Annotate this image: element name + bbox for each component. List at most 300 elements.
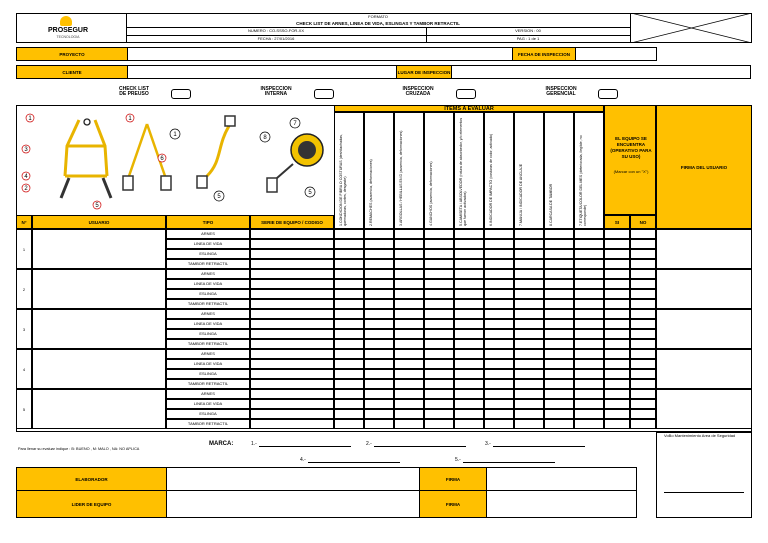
item-eval-cell[interactable] [364,279,394,289]
item-eval-cell[interactable] [454,239,484,249]
item-eval-cell[interactable] [334,269,364,279]
item-eval-cell[interactable] [574,309,604,319]
item-eval-cell[interactable] [424,349,454,359]
tipo-cell: LINEA DE VIDA [166,359,250,369]
item-eval-cell[interactable] [424,229,454,239]
item-eval-cell[interactable] [334,299,364,309]
item-eval-cell[interactable] [364,299,394,309]
item-eval-cell[interactable] [574,369,604,379]
item-eval-cell[interactable] [394,229,424,239]
item-eval-cell[interactable] [394,359,424,369]
item-eval-cell[interactable] [394,349,424,359]
marca-5-line[interactable] [463,462,555,463]
usuario-field[interactable] [32,389,166,429]
item-eval-cell[interactable] [454,339,484,349]
item-eval-cell[interactable] [514,399,544,409]
usuario-field[interactable] [32,269,166,309]
estado-si-cell[interactable] [604,309,630,319]
item-eval-cell[interactable] [394,319,424,329]
item-eval-cell[interactable] [334,319,364,329]
serie-field[interactable] [250,309,334,319]
estado-no-cell[interactable] [630,329,656,339]
item-eval-cell[interactable] [574,289,604,299]
item-eval-cell[interactable] [424,339,454,349]
estado-si-cell[interactable] [604,419,630,429]
check-preuso-box[interactable] [171,89,191,99]
item-eval-cell[interactable] [544,379,574,389]
serie-field[interactable] [250,319,334,329]
item-eval-cell[interactable] [484,249,514,259]
serie-field[interactable] [250,259,334,269]
lider-firma-field[interactable] [486,490,637,518]
estado-si-header: SI [604,215,630,229]
item-eval-cell[interactable] [544,339,574,349]
item-eval-cell[interactable] [424,279,454,289]
item-eval-cell[interactable] [484,369,514,379]
item-eval-cell[interactable] [574,229,604,239]
callout-7: 7 [293,121,297,127]
usuario-field[interactable] [32,229,166,269]
item-eval-cell[interactable] [454,399,484,409]
item-eval-cell[interactable] [514,339,544,349]
estado-si-cell[interactable] [604,259,630,269]
item-eval-cell[interactable] [454,409,484,419]
item-column-label: 4.GANCHOS (ausencia, deformaciones) [429,161,433,226]
tipo-cell: ESLINGA [166,249,250,259]
item-eval-cell[interactable] [454,329,484,339]
proyecto-field[interactable] [127,47,513,61]
item-eval-cell[interactable] [514,229,544,239]
estado-si-cell[interactable] [604,249,630,259]
fecha-inspeccion-label: FECHA DE INSPECCION [512,47,576,61]
firma-usuario-field[interactable] [656,229,752,269]
serie-field[interactable] [250,289,334,299]
elaborador-firma-field[interactable] [486,467,637,491]
estado-si-cell[interactable] [604,339,630,349]
item-eval-cell[interactable] [454,349,484,359]
item-eval-cell[interactable] [364,269,394,279]
item-eval-cell[interactable] [394,409,424,419]
item-eval-cell[interactable] [364,249,394,259]
item-eval-cell[interactable] [394,239,424,249]
item-eval-cell[interactable] [574,249,604,259]
estado-si-cell[interactable] [604,399,630,409]
item-eval-cell[interactable] [454,389,484,399]
item-eval-cell[interactable] [454,309,484,319]
item-eval-cell[interactable] [424,319,454,329]
item-eval-cell[interactable] [334,289,364,299]
item-eval-cell[interactable] [484,299,514,309]
lugar-inspeccion-field[interactable] [451,65,751,79]
serie-field[interactable] [250,239,334,249]
item-eval-cell[interactable] [394,329,424,339]
item-eval-cell[interactable] [514,289,544,299]
item-column-label: 8.CARCASA DE TAMBOR [549,183,553,226]
item-eval-cell[interactable] [364,349,394,359]
item-eval-cell[interactable] [394,399,424,409]
estado-no-cell[interactable] [630,289,656,299]
item-eval-cell[interactable] [574,339,604,349]
estado-no-cell[interactable] [630,349,656,359]
item-eval-cell[interactable] [394,339,424,349]
estado-si-cell[interactable] [604,319,630,329]
serie-field[interactable] [250,409,334,419]
item-eval-cell[interactable] [424,419,454,429]
item-eval-cell[interactable] [334,329,364,339]
item-eval-cell[interactable] [514,269,544,279]
item-eval-cell[interactable] [514,349,544,359]
item-eval-cell[interactable] [544,279,574,289]
item-eval-cell[interactable] [544,299,574,309]
item-eval-cell[interactable] [454,299,484,309]
item-eval-cell[interactable] [424,239,454,249]
item-eval-cell[interactable] [364,389,394,399]
item-eval-cell[interactable] [334,399,364,409]
tipo-cell: LINEA DE VIDA [166,279,250,289]
estado-no-cell[interactable] [630,279,656,289]
item-eval-cell[interactable] [364,259,394,269]
item-eval-cell[interactable] [514,249,544,259]
item-eval-cell[interactable] [394,279,424,289]
serie-field[interactable] [250,389,334,399]
item-eval-cell[interactable] [574,359,604,369]
item-eval-cell[interactable] [334,369,364,379]
item-eval-cell[interactable] [484,409,514,419]
item-eval-cell[interactable] [454,289,484,299]
item-eval-cell[interactable] [454,379,484,389]
item-eval-cell[interactable] [574,299,604,309]
item-eval-cell[interactable] [394,289,424,299]
estado-si-cell[interactable] [604,299,630,309]
item-eval-cell[interactable] [454,419,484,429]
vobo-label: VoBo Mantenimiento Area de Seguridad [664,433,736,438]
item-eval-cell[interactable] [514,319,544,329]
item-eval-cell[interactable] [394,259,424,269]
estado-no-cell[interactable] [630,339,656,349]
item-eval-cell[interactable] [424,399,454,409]
serie-field[interactable] [250,379,334,389]
item-eval-cell[interactable] [484,339,514,349]
estado-no-cell[interactable] [630,259,656,269]
item-eval-cell[interactable] [454,359,484,369]
serie-field[interactable] [250,359,334,369]
item-eval-cell[interactable] [394,299,424,309]
estado-si-cell[interactable] [604,329,630,339]
lugar-inspeccion-label: LUGAR DE INSPECCION [396,65,452,79]
estado-no-cell[interactable] [630,389,656,399]
item-eval-cell[interactable] [484,289,514,299]
item-eval-cell[interactable] [364,229,394,239]
item-eval-cell[interactable] [394,389,424,399]
item-eval-cell[interactable] [514,409,544,419]
item-eval-cell[interactable] [424,389,454,399]
item-eval-cell[interactable] [334,309,364,319]
item-eval-cell[interactable] [544,409,574,419]
elaborador-field[interactable] [166,467,420,491]
item-eval-cell[interactable] [394,419,424,429]
usuario-field[interactable] [32,309,166,349]
item-eval-cell[interactable] [574,379,604,389]
item-eval-cell[interactable] [394,309,424,319]
item-eval-cell[interactable] [424,249,454,259]
item-eval-cell[interactable] [364,369,394,379]
item-eval-cell[interactable] [364,239,394,249]
item-eval-cell[interactable] [574,389,604,399]
item-eval-cell[interactable] [334,419,364,429]
lider-firma-label: FIRMA [419,490,487,518]
item-eval-cell[interactable] [544,329,574,339]
estado-si-cell[interactable] [604,289,630,299]
item-eval-cell[interactable] [544,369,574,379]
item-eval-cell[interactable] [334,349,364,359]
item-eval-cell[interactable] [544,389,574,399]
check-interna-box[interactable] [314,89,334,99]
item-eval-cell[interactable] [424,359,454,369]
item-eval-cell[interactable] [514,369,544,379]
serie-field[interactable] [250,369,334,379]
item-eval-cell[interactable] [484,389,514,399]
item-eval-cell[interactable] [484,279,514,289]
estado-no-cell[interactable] [630,359,656,369]
item-eval-cell[interactable] [574,239,604,249]
serie-field[interactable] [250,279,334,289]
estado-no-cell[interactable] [630,399,656,409]
firma-usuario-field[interactable] [656,349,752,389]
item-eval-cell[interactable] [514,379,544,389]
callout-3: 3 [24,147,28,153]
item-eval-cell[interactable] [454,259,484,269]
item-eval-cell[interactable] [424,259,454,269]
item-eval-cell[interactable] [544,249,574,259]
item-eval-cell[interactable] [514,259,544,269]
callout-5b: 5 [217,194,221,200]
estado-si-cell[interactable] [604,389,630,399]
serie-field[interactable] [250,339,334,349]
item-eval-cell[interactable] [424,289,454,299]
item-column-label: 1.CONDICION DE FIBRA O COSTURAS (deshilachadas, quemaduras, cortes, desgaste) [339,134,348,226]
row-number: 2 [16,269,32,309]
item-eval-cell[interactable] [484,239,514,249]
item-eval-cell[interactable] [364,379,394,389]
item-eval-cell[interactable] [544,419,574,429]
item-eval-cell[interactable] [544,359,574,369]
estado-no-cell[interactable] [630,409,656,419]
item-eval-cell[interactable] [574,269,604,279]
firma-usuario-field[interactable] [656,389,752,429]
serie-field[interactable] [250,329,334,339]
item-eval-cell[interactable] [334,409,364,419]
item-eval-cell[interactable] [514,309,544,319]
item-eval-cell[interactable] [514,279,544,289]
item-eval-cell[interactable] [544,289,574,299]
estado-no-cell[interactable] [630,319,656,329]
item-eval-cell[interactable] [544,309,574,319]
estado-no-cell[interactable] [630,379,656,389]
item-eval-cell[interactable] [454,319,484,329]
tipo-cell: LINEA DE VIDA [166,239,250,249]
serie-field[interactable] [250,419,334,429]
estado-no-cell[interactable] [630,309,656,319]
item-eval-cell[interactable] [364,339,394,349]
item-eval-cell[interactable] [484,319,514,329]
item-eval-cell[interactable] [574,399,604,409]
item-eval-cell[interactable] [484,309,514,319]
firma-usuario-field[interactable] [656,309,752,349]
item-eval-cell[interactable] [544,319,574,329]
item-eval-cell[interactable] [334,279,364,289]
logo-text: PROSEGUR [47,27,89,34]
item-eval-cell[interactable] [484,349,514,359]
header-cross-box [631,13,752,43]
item-eval-cell[interactable] [514,419,544,429]
item-eval-cell[interactable] [544,259,574,269]
estado-no-cell[interactable] [630,419,656,429]
item-eval-cell[interactable] [454,279,484,289]
retractable-drum-image [267,134,323,192]
estado-no-cell[interactable] [630,269,656,279]
estado-no-cell[interactable] [630,249,656,259]
item-eval-cell[interactable] [574,349,604,359]
marca-5-label: 5.- [455,457,461,463]
item-eval-cell[interactable] [364,359,394,369]
estado-si-cell[interactable] [604,239,630,249]
estado-si-cell[interactable] [604,349,630,359]
item-eval-cell[interactable] [484,329,514,339]
item-column-7 [514,112,544,229]
item-eval-cell[interactable] [514,359,544,369]
marca-3-line[interactable] [493,446,585,447]
proyecto-label: PROYECTO [16,47,128,61]
item-eval-cell[interactable] [334,259,364,269]
item-eval-cell[interactable] [394,369,424,379]
item-eval-cell[interactable] [394,249,424,259]
estado-si-cell[interactable] [604,369,630,379]
item-eval-cell[interactable] [424,269,454,279]
item-eval-cell[interactable] [514,299,544,309]
item-eval-cell[interactable] [364,319,394,329]
item-eval-cell[interactable] [484,419,514,429]
item-eval-cell[interactable] [484,379,514,389]
fecha-inspeccion-field[interactable] [575,47,657,61]
item-eval-cell[interactable] [334,389,364,399]
item-eval-cell[interactable] [334,229,364,239]
item-eval-cell[interactable] [574,279,604,289]
item-eval-cell[interactable] [364,419,394,429]
check-gerencial-box[interactable] [598,89,618,99]
item-eval-cell[interactable] [364,409,394,419]
vobo-signature-line[interactable] [664,492,744,493]
estado-si-cell[interactable] [604,379,630,389]
item-eval-cell[interactable] [484,269,514,279]
serie-field[interactable] [250,399,334,409]
item-eval-cell[interactable] [574,419,604,429]
marca-label: MARCA: [209,441,234,447]
item-eval-cell[interactable] [454,229,484,239]
item-eval-cell[interactable] [514,329,544,339]
marca-2-line[interactable] [374,446,466,447]
estado-si-cell[interactable] [604,279,630,289]
estado-no-cell[interactable] [630,239,656,249]
item-eval-cell[interactable] [484,259,514,269]
estado-no-cell[interactable] [630,369,656,379]
serie-field[interactable] [250,349,334,359]
estado-si-cell[interactable] [604,229,630,239]
check-preuso-label: CHECK LIST DE PREUSO [119,86,149,98]
item-eval-cell[interactable] [334,339,364,349]
estado-no-cell[interactable] [630,299,656,309]
callout-4: 4 [24,174,28,180]
item-eval-cell[interactable] [544,269,574,279]
item-eval-cell[interactable] [424,409,454,419]
serie-field[interactable] [250,249,334,259]
item-eval-cell[interactable] [334,239,364,249]
item-column-label: 5.CAMISETA / ABSOLVEDOR (rotura de absorbedor, y/o elementos que fueron activados) [459,117,468,226]
item-eval-cell[interactable] [454,249,484,259]
item-eval-cell[interactable] [544,399,574,409]
item-eval-cell[interactable] [394,379,424,389]
item-eval-cell[interactable] [544,349,574,359]
item-eval-cell[interactable] [394,269,424,279]
item-eval-cell[interactable] [454,369,484,379]
check-interna-label: INSPECCION INTERNA [260,86,292,98]
marca-1-line[interactable] [259,446,351,447]
item-eval-cell[interactable] [574,329,604,339]
item-eval-cell[interactable] [364,399,394,409]
item-eval-cell[interactable] [484,399,514,409]
usuario-field[interactable] [32,349,166,389]
serie-field[interactable] [250,229,334,239]
item-column-6 [484,112,514,229]
item-eval-cell[interactable] [424,299,454,309]
check-cruzada-box[interactable] [456,89,476,99]
item-eval-cell[interactable] [544,229,574,239]
item-eval-cell[interactable] [514,239,544,249]
item-eval-cell[interactable] [364,289,394,299]
estado-si-cell[interactable] [604,269,630,279]
tipo-cell: ARNES [166,269,250,279]
item-eval-cell[interactable] [574,409,604,419]
item-eval-cell[interactable] [364,329,394,339]
item-eval-cell[interactable] [484,229,514,239]
serie-field[interactable] [250,299,334,309]
item-eval-cell[interactable] [334,359,364,369]
item-eval-cell[interactable] [544,239,574,249]
item-eval-cell[interactable] [514,389,544,399]
cliente-label: CLIENTE [16,65,128,79]
serie-field[interactable] [250,269,334,279]
item-eval-cell[interactable] [364,309,394,319]
item-eval-cell[interactable] [424,369,454,379]
estado-no-cell[interactable] [630,229,656,239]
lider-field[interactable] [166,490,420,518]
item-column-label: 7.ETIQUETA/COLOR DEL MES (deteriorada, ilegible, no corresponde) [579,135,588,226]
item-eval-cell[interactable] [424,329,454,339]
marca-4-line[interactable] [308,462,400,463]
item-eval-cell[interactable] [484,359,514,369]
item-eval-cell[interactable] [424,309,454,319]
tipo-cell: TAMBOR RETRACTIL [166,299,250,309]
item-eval-cell[interactable] [454,269,484,279]
item-eval-cell[interactable] [334,379,364,389]
estado-si-cell[interactable] [604,359,630,369]
firma-usuario-field[interactable] [656,269,752,309]
item-eval-cell[interactable] [574,259,604,269]
cliente-field[interactable] [127,65,397,79]
item-eval-cell[interactable] [424,379,454,389]
item-eval-cell[interactable] [334,249,364,259]
estado-si-cell[interactable] [604,409,630,419]
item-eval-cell[interactable] [574,319,604,329]
